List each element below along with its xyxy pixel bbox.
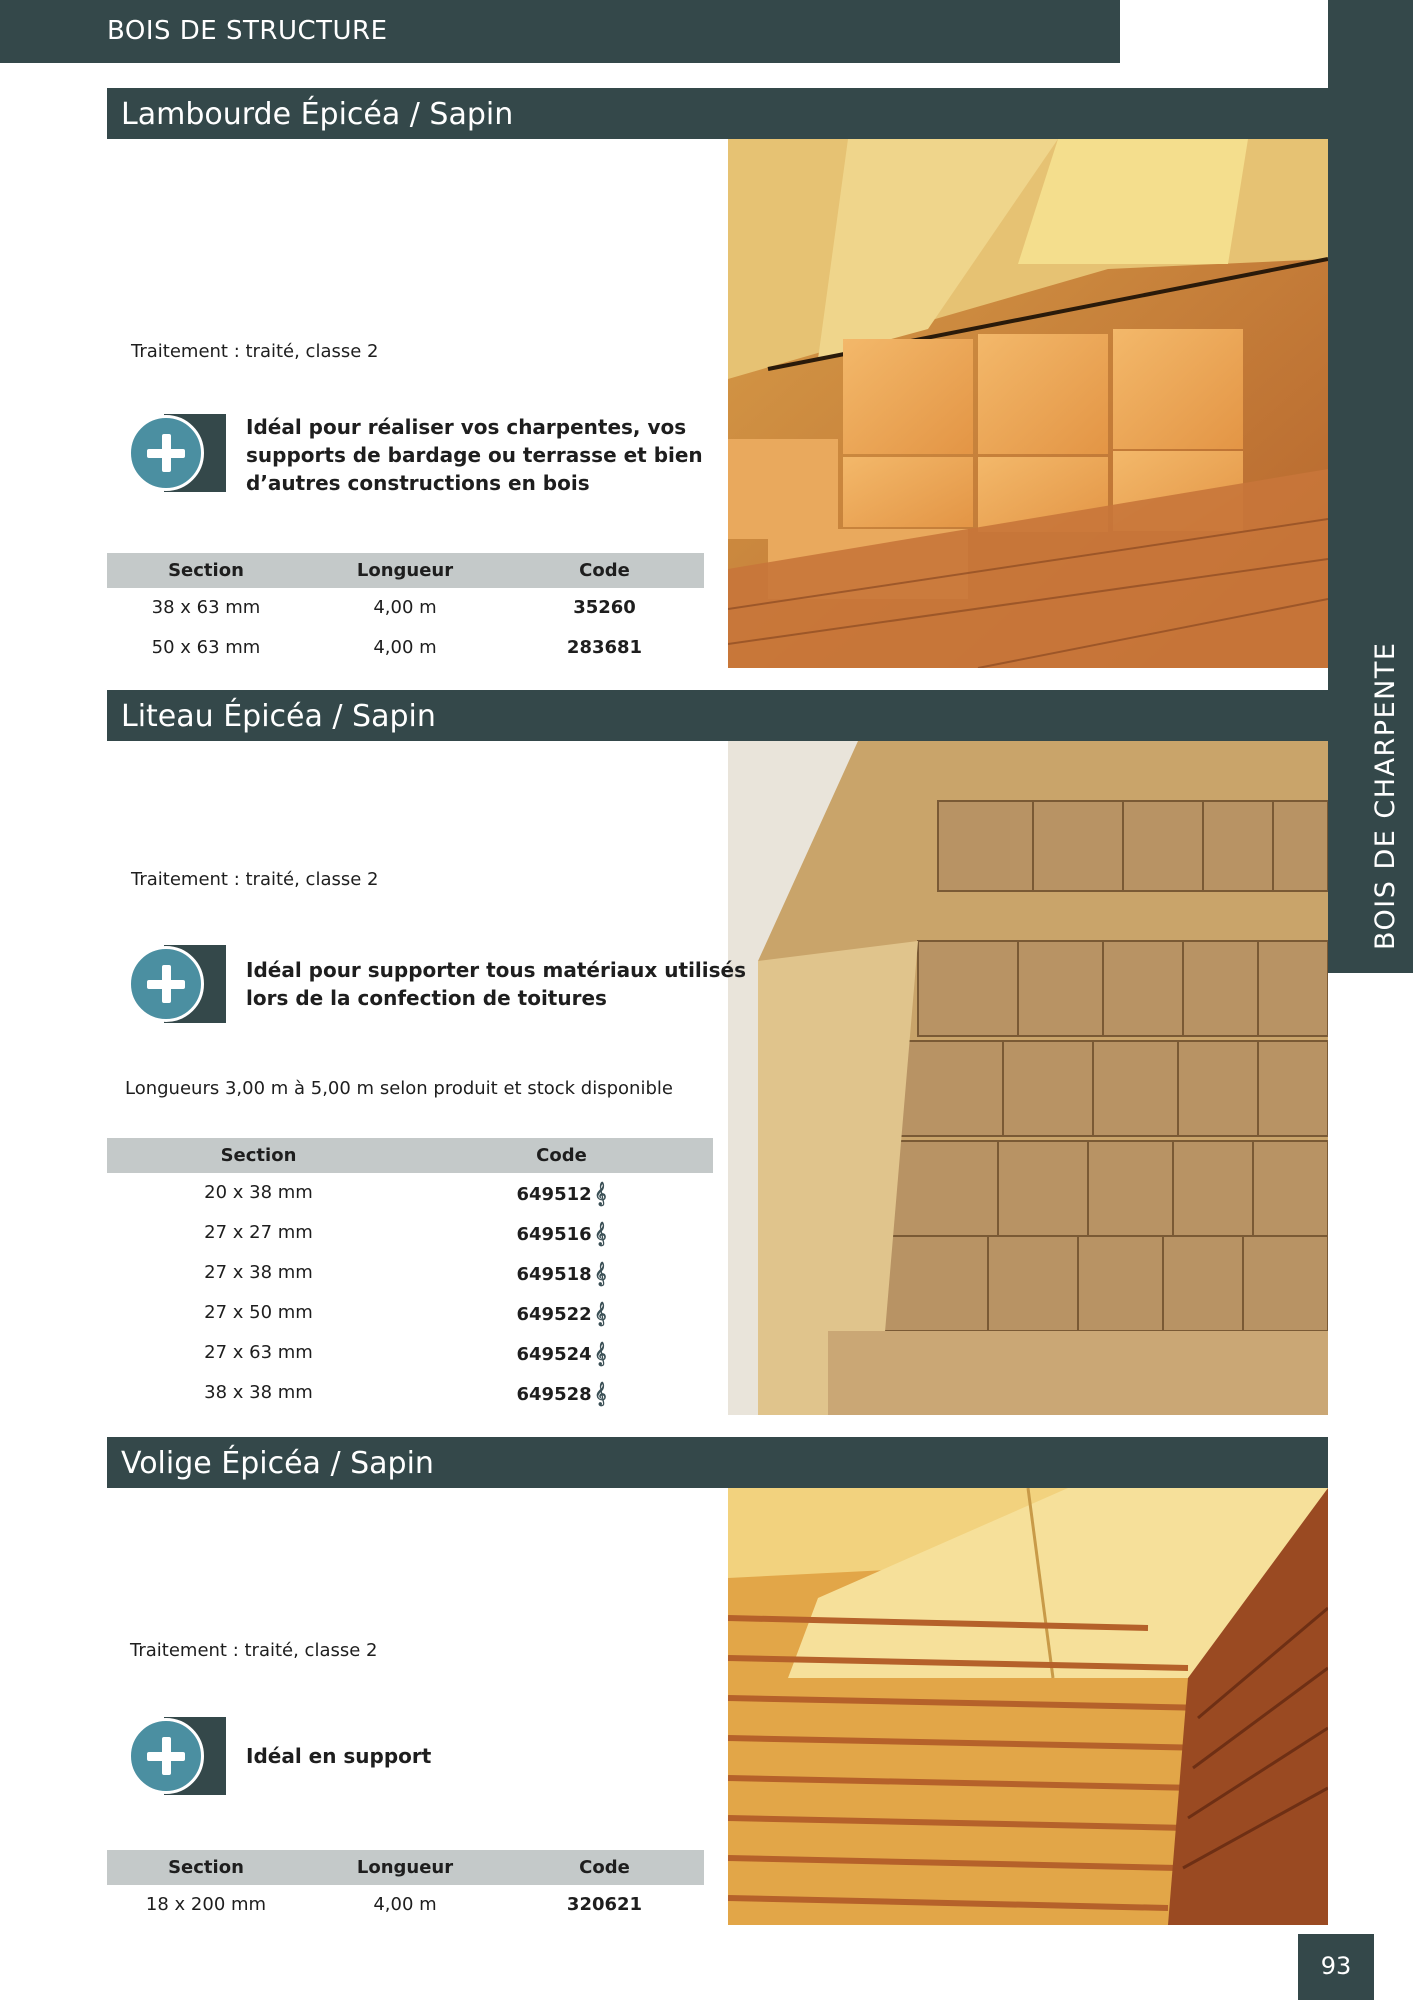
table-row: 27 x 63 mm 649524 𝄞 [107,1333,713,1373]
col-header-longueur: Longueur [356,560,454,581]
page-number-box [1298,1934,1374,2000]
plus-badge [128,945,226,1023]
col-header-section: Section [168,1857,244,1878]
plus-circle-icon [128,1718,204,1794]
plus-badge [128,1717,226,1795]
product-table-lambourde [107,553,704,668]
table-row: 38 x 38 mm 649528 𝄞 [107,1373,713,1413]
col-header-code: Code [536,1145,587,1166]
header-title: BOIS DE STRUCTURE [107,16,388,46]
col-header-code: Code [579,1857,630,1878]
plus-badge [128,414,226,492]
eco-leaf-icon: 𝄞 [594,1261,607,1285]
section-header-lambourde [107,88,1328,139]
product-photo-liteau [728,741,1328,1415]
section-header-volige [107,1437,1328,1488]
product-table-liteau [107,1138,713,1413]
table-header-row [107,1850,704,1885]
section-title: Volige Épicéa / Sapin [121,1446,434,1481]
plus-circle-icon [128,415,204,491]
eco-leaf-icon: 𝄞 [594,1381,607,1405]
section-title: Liteau Épicéa / Sapin [121,699,436,734]
treatment-text: Traitement : traité, classe 2 [131,869,379,890]
table-row: 27 x 50 mm 649522 𝄞 [107,1293,713,1333]
side-tab-label: BOIS DE CHARPENTE [1370,641,1401,950]
table-row: 18 x 200 mm 4,00 m 320621 [145,1894,643,1915]
product-photo-lambourde [728,139,1328,668]
benefit-text: Idéal pour réaliser vos charpentes, vos supports de bardage ou terrasse et bien d’autres constructions en bois [246,415,703,495]
col-header-section: Section [168,560,244,581]
plus-circle-icon [128,946,204,1022]
treatment-text: Traitement : traité, classe 2 [130,1640,378,1661]
section-title: Lambourde Épicéa / Sapin [121,97,514,132]
product-table-volige [107,1850,704,1925]
col-header-code: Code [579,560,630,581]
side-category-tab [1328,0,1413,973]
table-row: 50 x 63 mm 4,00 m 283681 [151,637,643,658]
table-row: 20 x 38 mm 649512 𝄞 [107,1173,713,1213]
section-header-liteau [107,690,1328,741]
benefit-text: Idéal pour supporter tous matériaux utilisés lors de la confection de toitures [246,958,747,1010]
top-header-bar [0,0,1120,63]
eco-leaf-icon: 𝄞 [594,1181,607,1205]
table-row: 38 x 63 mm 4,00 m 35260 [151,597,636,618]
treatment-text: Traitement : traité, classe 2 [131,341,379,362]
benefit-text: Idéal en support [246,1744,432,1768]
table-header-row [107,1138,713,1173]
length-note: Longueurs 3,00 m à 5,00 m selon produit et stock disponible [125,1078,673,1099]
eco-leaf-icon: 𝄞 [594,1341,607,1365]
product-photo-volige [728,1488,1328,1925]
table-row: 27 x 38 mm 649518 𝄞 [107,1253,713,1293]
eco-leaf-icon: 𝄞 [594,1221,607,1245]
page-number: 93 [1320,1952,1352,1980]
table-header-row [107,553,704,588]
table-row: 27 x 27 mm 649516 𝄞 [107,1213,713,1253]
eco-leaf-icon: 𝄞 [594,1301,607,1325]
col-header-longueur: Longueur [356,1857,454,1878]
col-header-section: Section [220,1145,297,1166]
